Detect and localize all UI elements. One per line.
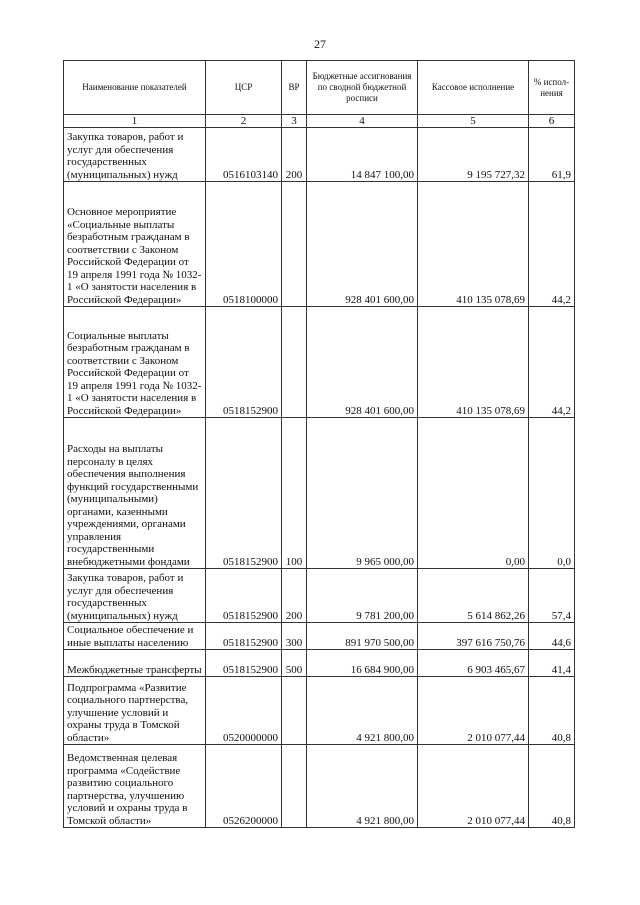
- row-name: Подпрограмма «Развитие социального партнерства, улучшение условий и охраны труда в Томской области»: [64, 677, 206, 745]
- row-name: Социальное обеспечение и иные выплаты населению: [64, 623, 206, 650]
- table-row: [64, 650, 575, 677]
- header-name: Наименование показателей: [64, 61, 206, 115]
- row-vr: 500: [282, 650, 307, 677]
- header-row: [64, 61, 575, 115]
- header-execution: Кассовое исполнение: [418, 61, 529, 115]
- row-percent: 57,4: [529, 569, 575, 623]
- row-vr: [282, 677, 307, 745]
- column-number: 5: [418, 115, 529, 128]
- table-row: [64, 128, 575, 182]
- row-execution: 6 903 465,67: [418, 650, 529, 677]
- budget-table: [63, 60, 575, 828]
- column-number: 4: [307, 115, 418, 128]
- row-vr: 200: [282, 128, 307, 182]
- row-csr: 0520000000: [206, 677, 282, 745]
- row-allocation: 928 401 600,00: [307, 307, 418, 418]
- row-percent: 44,2: [529, 182, 575, 307]
- row-execution: 5 614 862,26: [418, 569, 529, 623]
- row-vr: [282, 745, 307, 828]
- row-allocation: 4 921 800,00: [307, 677, 418, 745]
- column-number: 3: [282, 115, 307, 128]
- row-csr: 0518152900: [206, 418, 282, 569]
- row-name: Основное мероприятие «Социальные выплаты безработным гражданам в соответствии с Законом Российской Федерации от 19 апреля 1991 года № 1032-1 «О занятости населения в Российской Федерации»: [64, 182, 206, 307]
- column-number: 1: [64, 115, 206, 128]
- row-allocation: 16 684 900,00: [307, 650, 418, 677]
- row-percent: 61,9: [529, 128, 575, 182]
- row-csr: 0518152900: [206, 307, 282, 418]
- row-name: Межбюджетные трансферты: [64, 650, 206, 677]
- row-name: Социальные выплаты безработным гражданам в соответствии с Законом Российской Федерации от 19 апреля 1991 года № 1032-1 «О занятости населения в Российской Федерации»: [64, 307, 206, 418]
- row-vr: 300: [282, 623, 307, 650]
- row-allocation: 928 401 600,00: [307, 182, 418, 307]
- header-csr: ЦСР: [206, 61, 282, 115]
- row-csr: 0518100000: [206, 182, 282, 307]
- table-row: [64, 569, 575, 623]
- row-percent: 41,4: [529, 650, 575, 677]
- row-name: Закупка товаров, работ и услуг для обеспечения государственных (муниципальных) нужд: [64, 128, 206, 182]
- table-row: [64, 182, 575, 307]
- column-number-row: [64, 115, 575, 128]
- table-row: [64, 677, 575, 745]
- row-vr: [282, 307, 307, 418]
- row-percent: 0,0: [529, 418, 575, 569]
- table-row: [64, 745, 575, 828]
- row-csr: 0518152900: [206, 650, 282, 677]
- table-row: [64, 307, 575, 418]
- row-allocation: 9 781 200,00: [307, 569, 418, 623]
- row-vr: [282, 182, 307, 307]
- row-percent: 40,8: [529, 745, 575, 828]
- row-name: Ведомственная целевая программа «Содействие развитию социального партнерства, улучшению условий и охраны труда в Томской области»: [64, 745, 206, 828]
- header-allocations: Бюджетные ассигнования по сводной бюджетной росписи: [307, 61, 418, 115]
- row-csr: 0518152900: [206, 623, 282, 650]
- row-allocation: 14 847 100,00: [307, 128, 418, 182]
- column-number: 2: [206, 115, 282, 128]
- row-name: Закупка товаров, работ и услуг для обеспечения государственных (муниципальных) нужд: [64, 569, 206, 623]
- row-execution: 410 135 078,69: [418, 307, 529, 418]
- row-name: Расходы на выплаты персоналу в целях обеспечения выполнения функций государственными (муниципальными) органами, казенными учреждениями, органами управления государственными внебюджетными фондами: [64, 418, 206, 569]
- row-execution: 2 010 077,44: [418, 677, 529, 745]
- row-csr: 0518152900: [206, 569, 282, 623]
- row-execution: 2 010 077,44: [418, 745, 529, 828]
- row-vr: 100: [282, 418, 307, 569]
- row-percent: 44,2: [529, 307, 575, 418]
- row-vr: 200: [282, 569, 307, 623]
- column-number: 6: [529, 115, 575, 128]
- row-allocation: 4 921 800,00: [307, 745, 418, 828]
- row-execution: 0,00: [418, 418, 529, 569]
- row-execution: 397 616 750,76: [418, 623, 529, 650]
- row-execution: 410 135 078,69: [418, 182, 529, 307]
- row-percent: 40,8: [529, 677, 575, 745]
- row-allocation: 9 965 000,00: [307, 418, 418, 569]
- page-number: 27: [314, 37, 326, 51]
- row-allocation: 891 970 500,00: [307, 623, 418, 650]
- row-csr: 0516103140: [206, 128, 282, 182]
- row-execution: 9 195 727,32: [418, 128, 529, 182]
- table-row: [64, 623, 575, 650]
- header-percent: % испол-нения: [529, 61, 575, 115]
- table-row: [64, 418, 575, 569]
- header-vr: ВР: [282, 61, 307, 115]
- row-csr: 0526200000: [206, 745, 282, 828]
- row-percent: 44,6: [529, 623, 575, 650]
